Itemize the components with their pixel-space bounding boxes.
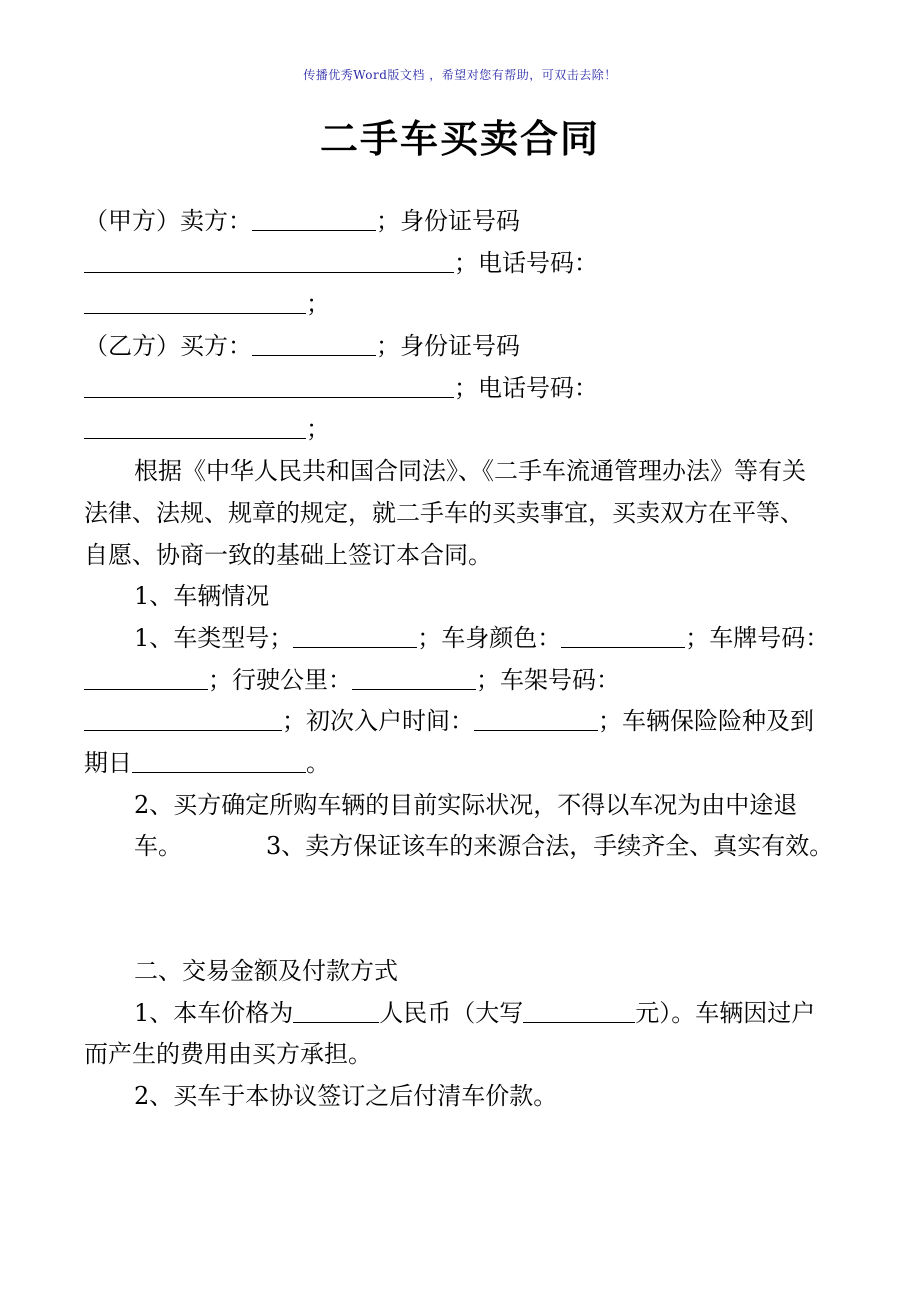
color-label: ；车身颜色： [417, 623, 562, 652]
buyer-id-blank[interactable] [84, 373, 454, 398]
party-a-label: （甲方）卖方： [84, 207, 252, 235]
price-blank[interactable] [293, 998, 379, 1023]
contract-body [84, 201, 844, 1118]
vehicle-item-2-line-1: 2、买方确定所购车辆的目前实际状况，不得以车况为由中途退 [134, 790, 798, 819]
party-b-line-1 [84, 326, 844, 368]
spacer [84, 868, 844, 951]
party-a-id-label: ；身份证号码 [376, 207, 520, 235]
intro-line-1: 根据《中华人民共和国合同法》、《二手车流通管理办法》等有关 [134, 457, 806, 486]
vehicle-info-line-4 [84, 743, 844, 785]
color-blank[interactable] [561, 623, 685, 648]
payment-line: 2、买车于本协议签订之后付清车价款。 [134, 1082, 558, 1111]
price-uppercase-blank[interactable] [523, 998, 635, 1023]
party-a-line-1 [84, 201, 844, 243]
vehicle-item-3: 3、卖方保证该车的来源合法，手续齐全、真实有效。 [266, 832, 834, 861]
vehicle-info-line-2 [84, 660, 844, 702]
vehicle-info-line-3 [84, 701, 844, 743]
item-2-end: 车。 [134, 832, 182, 861]
insurance-label: ；车辆保险险种及到 [598, 707, 814, 736]
vehicle-info-line-1 [84, 618, 844, 660]
seller-phone-blank[interactable] [84, 289, 306, 314]
expiry-end: 。 [306, 748, 330, 777]
party-b-id-label: ；身份证号码 [376, 332, 520, 361]
document-title: 二手车买卖合同 [319, 117, 600, 161]
frame-blank[interactable] [84, 706, 282, 731]
mileage-blank[interactable] [352, 665, 476, 690]
expiry-blank[interactable] [132, 748, 306, 773]
party-b-line-3 [84, 409, 844, 451]
seller-id-blank[interactable] [84, 248, 454, 273]
party-b-label: （乙方）买方： [84, 332, 252, 361]
price-end: 元）。车辆因过户 [635, 998, 816, 1027]
party-b-end: ； [306, 415, 330, 444]
model-blank[interactable] [293, 623, 417, 648]
rmb-label: 人民币（大写 [379, 998, 524, 1027]
party-a-end: ； [306, 290, 330, 319]
buyer-phone-blank[interactable] [84, 414, 306, 439]
price-line-2: 而产生的费用由买方承担。 [84, 1040, 372, 1069]
party-a-line-2 [84, 243, 844, 285]
party-a-phone-label: ；电话号码： [454, 248, 598, 277]
plate-label: ；车牌号码： [685, 623, 830, 652]
intro-line-2: 法律、法规、规章的规定，就二手车的买卖事宜，买卖双方在平等、 [84, 498, 804, 527]
expiry-label: 期日 [84, 748, 132, 777]
first-reg-label: ；初次入户时间： [282, 707, 474, 736]
plate-blank[interactable] [84, 665, 208, 690]
section-1-heading: 1、车辆情况 [134, 582, 270, 611]
price-label: 1、本车价格为 [134, 998, 294, 1027]
intro-line-3: 自愿、协商一致的基础上签订本合同。 [84, 540, 492, 569]
frame-label: ；车架号码： [476, 665, 620, 694]
party-b-line-2 [84, 368, 844, 410]
page-header-note: 传播优秀Word版文档 ，希望对您有帮助，可双击去除！ [303, 68, 617, 82]
first-reg-blank[interactable] [474, 706, 598, 731]
seller-name-blank[interactable] [252, 206, 376, 231]
price-line-1 [84, 993, 844, 1035]
party-a-line-3 [84, 284, 844, 326]
vehicle-item-2-line-2 [84, 826, 844, 868]
model-label: 1、车类型号； [134, 623, 294, 652]
party-b-phone-label: ；电话号码： [454, 373, 598, 402]
buyer-name-blank[interactable] [252, 331, 376, 356]
mileage-label: ；行驶公里： [208, 665, 352, 694]
section-2-heading: 二、交易金额及付款方式 [134, 957, 398, 985]
